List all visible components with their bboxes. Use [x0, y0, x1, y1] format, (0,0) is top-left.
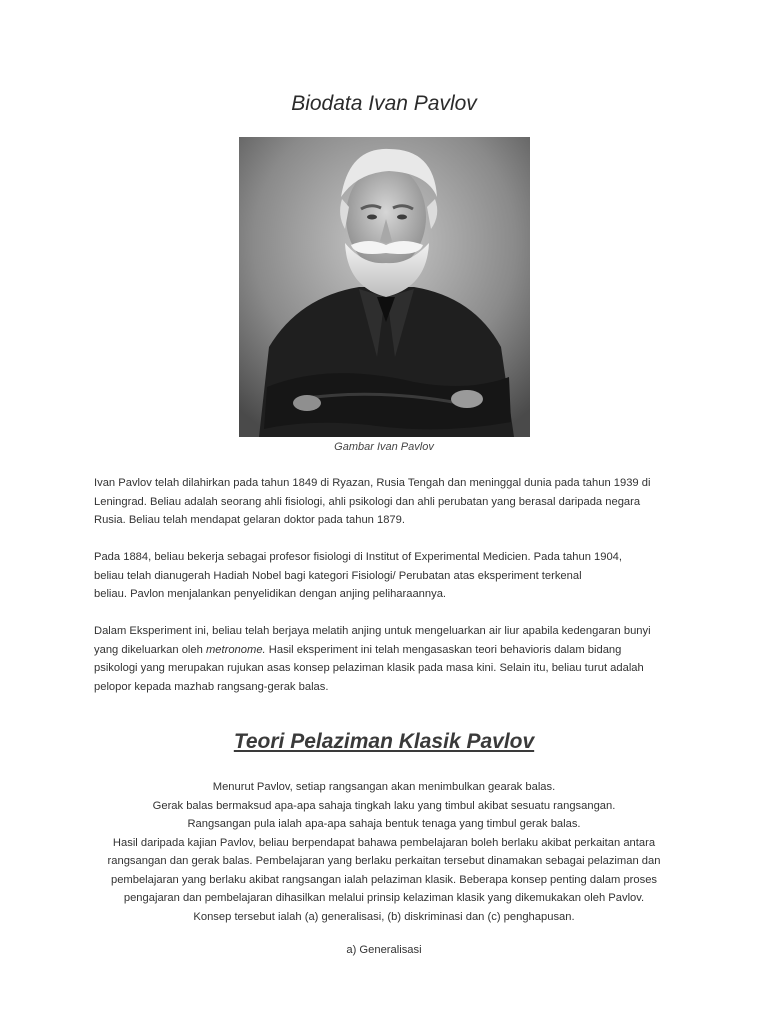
photo-caption: Gambar Ivan Pavlov: [334, 441, 434, 453]
portrait-photo: [239, 137, 530, 437]
text-line: Dalam Eksperiment ini, beliau telah berjaya melatih anjing untuk mengeluarkan air liur apabila kedengaran bunyi: [94, 625, 651, 637]
centered-line: Rangsangan pula ialah apa-apa sahaja bentuk tenaga yang timbul gerak balas.: [187, 818, 581, 830]
centered-line: pengajaran dan pembelajaran dihasilkan melalui prinsip kelaziman klasik yang dikemukakan oleh Pavlov.: [123, 892, 645, 904]
text-line: Leningrad. Beliau adalah seorang ahli fisiologi, ahli psikologi dan ahli perubatan yang berasal daripada negara: [94, 495, 641, 508]
paragraph-career: [94, 548, 694, 604]
centered-line: Hasil daripada kajian Pavlov, beliau berpendapat bahawa pembelajaran boleh berlaku akibat perkaitan antara: [112, 836, 656, 849]
text-line: psikologi yang merupakan rujukan asas konsep pelaziman klasik pada masa kini. Selain itu, beliau turut adalah: [94, 662, 644, 674]
emphasis-metronome: metronome.: [205, 643, 266, 656]
text-segment: yang dikeluarkan oleh: [94, 643, 206, 656]
text-line: Pada 1884, beliau bekerja sebagai profesor fisiologi di Institut of Experimental Medicien. Pada tahun 1904,: [94, 551, 623, 563]
centered-line: rangsangan dan gerak balas. Pembelajaran yang berlaku perkaitan tersebut dinamakan sebagai pelaziman dan: [107, 855, 661, 867]
centered-line: pembelajaran yang berlaku akibat rangsangan ialah pelaziman klasik. Beberapa konsep penting dalam proses: [110, 873, 658, 886]
page-title: Biodata Ivan Pavlov: [291, 92, 477, 115]
centered-line: Gerak balas bermaksud apa-apa sahaja tingkah laku yang timbul akibat sesuatu rangsangan.: [152, 799, 616, 812]
text-line: beliau. Pavlon menjalankan penyelidikan dengan anjing peliharaannya.: [94, 588, 447, 600]
text-line: beliau telah dianugerah Hadiah Nobel bagi kategori Fisiologi/ Perubatan atas eksperiment terkenal: [94, 569, 582, 582]
text-line: Ivan Pavlov telah dilahirkan pada tahun 1849 di Ryazan, Rusia Tengah dan meninggal dunia pada tahun 1939 di: [94, 477, 651, 489]
centered-line: Konsep tersebut ialah (a) generalisasi, (b) diskriminasi dan (c) penghapusan.: [193, 910, 575, 923]
section-title: Teori Pelaziman Klasik Pavlov: [233, 730, 535, 753]
text-line: pelopor kepada mazhab rangsang-gerak balas.: [94, 680, 329, 693]
text-line: Rusia. Beliau telah mendapat gelaran doktor pada tahun 1879.: [94, 514, 405, 526]
section-body: [0, 778, 768, 926]
paragraph-experiment: [94, 622, 694, 696]
text-segment: Hasil eksperiment ini telah mengasaskan teori behavioris dalam bidang: [265, 643, 622, 656]
paragraph-intro: [94, 474, 694, 530]
text-line: [94, 641, 694, 660]
subheading-generalisasi: a) Generalisasi: [346, 944, 422, 956]
centered-line: Menurut Pavlov, setiap rangsangan akan menimbulkan gearak balas.: [212, 781, 556, 793]
